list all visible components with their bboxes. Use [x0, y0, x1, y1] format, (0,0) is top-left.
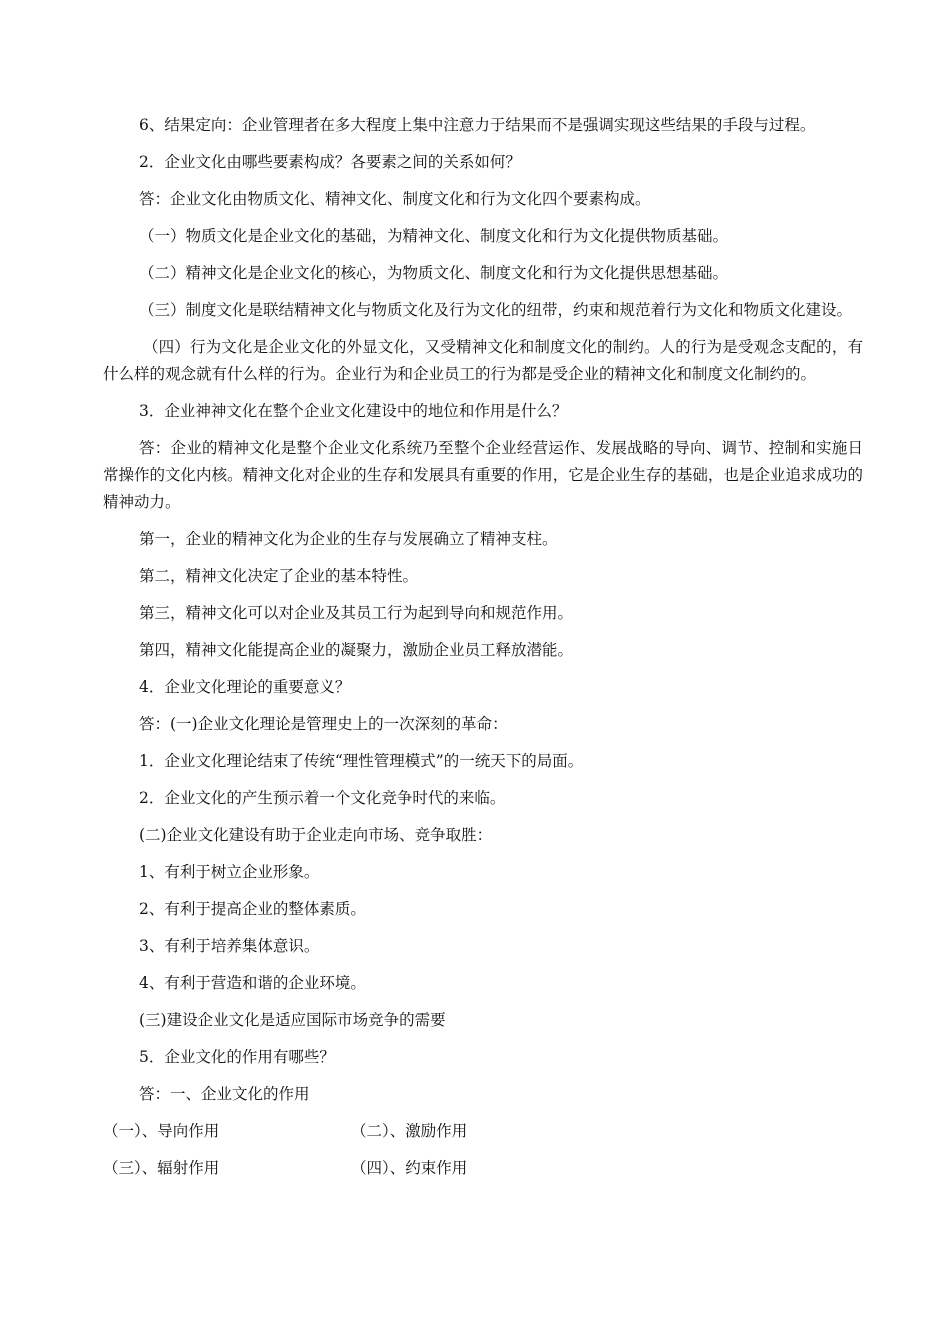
paragraph: （三）制度文化是联结精神文化与物质文化及行为文化的纽带，约束和规范着行为文化和物质文化建设。: [139, 301, 853, 319]
document-body: [103, 112, 863, 1192]
list-item: 3、有利于培养集体意识。: [139, 937, 320, 955]
list-item: 2、有利于提高企业的整体素质。: [139, 900, 366, 918]
answer-paragraph: 答：企业的精神文化是整个企业文化系统乃至整个企业经营运作、发展战略的导向、调节、控制和实施日常操作的文化内核。精神文化对企业的生存和发展具有重要的作用，它是企业生存的基础，也是企业追求成功的精神动力。: [103, 439, 863, 511]
role-item: （二）、激励作用: [351, 1122, 468, 1140]
answer-paragraph: 答：企业文化由物质文化、精神文化、制度文化和行为文化四个要素构成。: [139, 190, 651, 208]
list-item: 1、有利于树立企业形象。: [139, 863, 320, 881]
list-item: 1．企业文化理论结束了传统“理性管理模式”的一统天下的局面。: [139, 752, 584, 770]
list-item: 2．企业文化的产生预示着一个文化竞争时代的来临。: [139, 789, 506, 807]
question-heading: 4．企业文化理论的重要意义？: [139, 678, 351, 696]
question-heading: 2．企业文化由哪些要素构成？各要素之间的关系如何？: [139, 153, 521, 171]
paragraph: 6、结果定向：企业管理者在多大程度上集中注意力于结果而不是强调实现这些结果的手段与过程。: [139, 116, 816, 134]
paragraph: （四）行为文化是企业文化的外显文化，又受精神文化和制度文化的制约。人的行为是受观念支配的，有什么样的观念就有什么样的行为。企业行为和企业员工的行为都是受企业的精神文化和制度文化制约的。: [103, 338, 863, 383]
paragraph: （二）精神文化是企业文化的核心，为物质文化、制度文化和行为文化提供思想基础。: [139, 264, 729, 282]
role-item: （四）、约束作用: [351, 1159, 468, 1177]
roles-row: [67, 1155, 863, 1182]
answer-paragraph: 答：一、企业文化的作用: [139, 1085, 310, 1103]
answer-paragraph: 答：(一)企业文化理论是管理史上的一次深刻的革命：: [139, 715, 508, 733]
paragraph: 第三，精神文化可以对企业及其员工行为起到导向和规范作用。: [139, 604, 574, 622]
paragraph: 第二，精神文化决定了企业的基本特性。: [139, 567, 419, 585]
role-item: （三）、辐射作用: [103, 1159, 220, 1177]
paragraph: （一）物质文化是企业文化的基础，为精神文化、制度文化和行为文化提供物质基础。: [139, 227, 729, 245]
paragraph: 第一，企业的精神文化为企业的生存与发展确立了精神支柱。: [139, 530, 558, 548]
paragraph: 第四，精神文化能提高企业的凝聚力，激励企业员工释放潜能。: [139, 641, 574, 659]
question-heading: 3．企业神神文化在整个企业文化建设中的地位和作用是什么？: [139, 402, 568, 420]
role-item: （一）、导向作用: [103, 1122, 220, 1140]
roles-row: [67, 1118, 863, 1145]
section-heading: (二)企业文化建设有助于企业走向市场、竞争取胜：: [139, 826, 493, 844]
section-heading: (三)建设企业文化是适应国际市场竞争的需要: [139, 1011, 446, 1029]
question-heading: 5．企业文化的作用有哪些？: [139, 1048, 335, 1066]
list-item: 4、有利于营造和谐的企业环境。: [139, 974, 366, 992]
